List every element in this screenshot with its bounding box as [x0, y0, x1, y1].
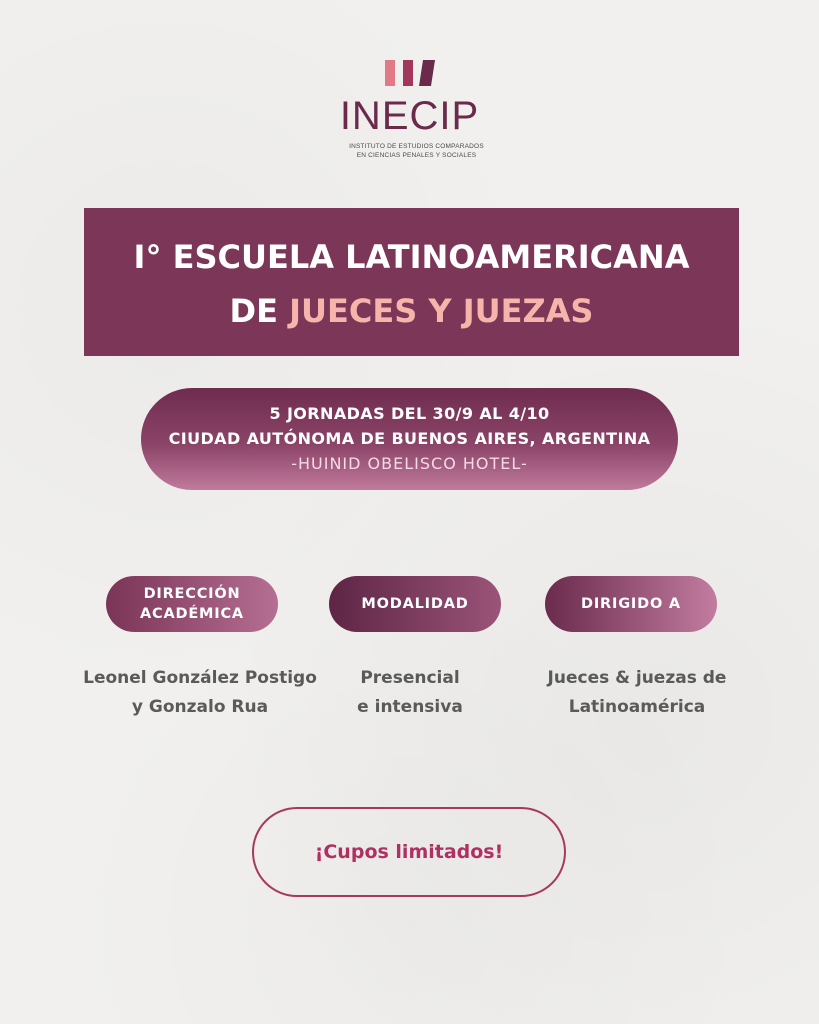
- logo-subtitle-line: INSTITUTO DE ESTUDIOS COMPARADOS: [349, 143, 484, 150]
- event-venue: -HUINID OBELISCO HOTEL-: [291, 454, 528, 473]
- desc-line: e intensiva: [357, 697, 463, 717]
- desc-line: Jueces & juezas de: [547, 668, 727, 688]
- modalidad-badge: [329, 576, 501, 632]
- desc-line: Leonel González Postigo: [83, 668, 317, 688]
- logo-name: INECIP: [339, 94, 480, 138]
- badge-label-line: DIRECCIÓN: [143, 586, 241, 602]
- dirigido-a-text: [497, 664, 777, 722]
- title-accent: JUECES Y JUEZAS: [289, 292, 594, 330]
- logo-bars-icon: [383, 58, 437, 88]
- event-dates: 5 JORNADAS DEL 30/9 AL 4/10: [269, 404, 550, 423]
- event-info-pill: [141, 388, 678, 490]
- logo-subtitle: [14, 142, 819, 160]
- event-city: CIUDAD AUTÓNOMA DE BUENOS AIRES, ARGENTINA: [168, 429, 651, 448]
- title-banner: [84, 208, 739, 356]
- modalidad-text: [300, 664, 520, 722]
- desc-line: Latinoamérica: [568, 697, 706, 717]
- logo-subtitle-line: EN CIENCIAS PENALES Y SOCIALES: [356, 152, 477, 159]
- direccion-academica-text: [60, 664, 340, 722]
- badge-label-line: ACADÉMICA: [140, 606, 244, 622]
- desc-line: Presencial: [360, 668, 460, 688]
- desc-line: y Gonzalo Rua: [131, 697, 269, 717]
- cupos-limitados-button[interactable]: ¡Cupos limitados!: [252, 807, 566, 897]
- title-prefix: DE: [229, 292, 278, 330]
- title-line-1: I° ESCUELA LATINOAMERICANA: [133, 238, 690, 276]
- dirigido-a-badge: [545, 576, 717, 632]
- title-line-2: [84, 284, 739, 338]
- inecip-logo: [0, 58, 819, 160]
- direccion-academica-badge: [106, 576, 278, 632]
- badge-label-line: DIRIGIDO A: [581, 596, 681, 612]
- badge-label-line: MODALIDAD: [361, 596, 469, 612]
